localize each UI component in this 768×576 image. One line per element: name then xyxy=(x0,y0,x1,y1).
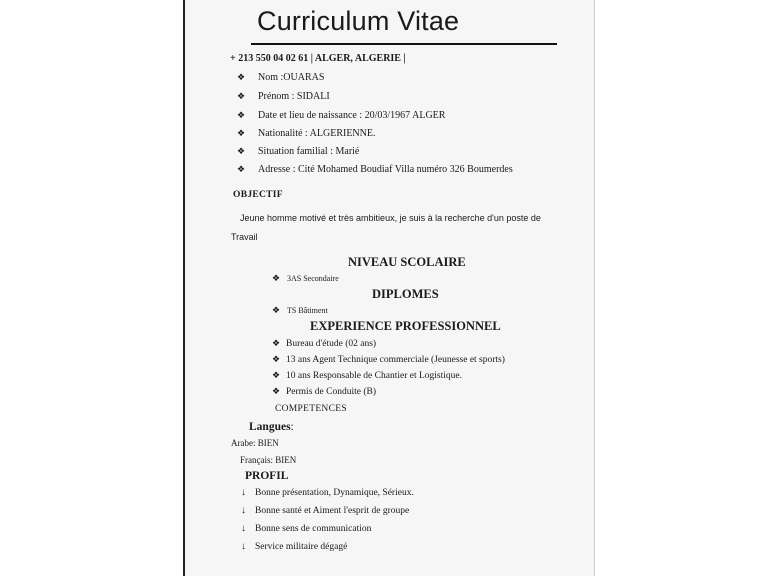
personal-item-address: ❖ Adresse : Cité Mohamed Boudiaf Villa numéro 326 Boumerdes xyxy=(237,164,513,175)
diamond-bullet-icon: ❖ xyxy=(237,72,246,82)
personal-item-nationality: ❖ Nationalité : ALGERIENNE. xyxy=(237,128,376,139)
profil-item: ↓ Bonne santé et Aiment l'esprit de groupe xyxy=(241,505,410,516)
profil-item: ↓ Service militaire dégagé xyxy=(241,541,348,552)
title-underline xyxy=(251,43,557,45)
profil-item: ↓ Bonne présentation, Dynamique, Sérieux. xyxy=(241,487,414,498)
experience-item: ❖ 10 ans Responsable de Chantier et Logistique. xyxy=(272,370,462,381)
diamond-bullet-icon: ❖ xyxy=(272,305,281,315)
niveau-item: ❖ 3AS Secondaire xyxy=(272,273,339,283)
contact-line: + 213 550 04 02 61 | ALGER, ALGERIE | xyxy=(230,53,406,64)
langues-label: Langues: xyxy=(249,421,294,433)
diamond-bullet-icon: ❖ xyxy=(272,354,281,364)
diamond-bullet-icon: ❖ xyxy=(237,146,246,156)
experience-heading: EXPERIENCE PROFESSIONNEL xyxy=(310,319,501,333)
profil-heading: PROFIL xyxy=(245,470,289,482)
arrow-down-bullet-icon: ↓ xyxy=(241,541,246,552)
profil-item: ↓ Bonne sens de communication xyxy=(241,523,372,534)
langue-arabe: Arabe: BIEN xyxy=(231,438,279,448)
personal-item-name: ❖ Nom :OUARAS xyxy=(237,72,325,83)
diplomes-item: ❖ TS Bâtiment xyxy=(272,305,328,315)
competences-heading: COMPETENCES xyxy=(275,404,347,414)
diamond-bullet-icon: ❖ xyxy=(237,110,246,120)
cv-page xyxy=(183,0,595,576)
personal-item-family: ❖ Situation familial : Marié xyxy=(237,146,360,157)
diamond-bullet-icon: ❖ xyxy=(237,164,246,174)
experience-item: ❖ 13 ans Agent Technique commerciale (Jeunesse et sports) xyxy=(272,354,505,365)
page-title: Curriculum Vitae xyxy=(257,6,460,36)
objectif-text-line1: Jeune homme motivé et très ambitieux, je suis à la recherche d'un poste de xyxy=(240,213,541,223)
diamond-bullet-icon: ❖ xyxy=(272,386,281,396)
niveau-heading: NIVEAU SCOLAIRE xyxy=(348,255,466,269)
diamond-bullet-icon: ❖ xyxy=(272,338,281,348)
experience-item: ❖ Permis de Conduite (B) xyxy=(272,386,376,397)
arrow-down-bullet-icon: ↓ xyxy=(241,505,246,516)
experience-item: ❖ Bureau d'étude (02 ans) xyxy=(272,338,377,349)
personal-item-birth: ❖ Date et lieu de naissance : 20/03/1967 ALGER xyxy=(237,110,446,121)
objectif-heading: OBJECTIF xyxy=(233,190,283,200)
diamond-bullet-icon: ❖ xyxy=(237,91,246,101)
diplomes-heading: DIPLOMES xyxy=(372,287,439,301)
arrow-down-bullet-icon: ↓ xyxy=(241,487,246,498)
diamond-bullet-icon: ❖ xyxy=(272,273,281,283)
langue-francais: Français: BIEN xyxy=(240,455,297,465)
diamond-bullet-icon: ❖ xyxy=(272,370,281,380)
objectif-text-line2: Travail xyxy=(231,232,258,242)
personal-item-firstname: ❖ Prénom : SIDALI xyxy=(237,91,330,102)
diamond-bullet-icon: ❖ xyxy=(237,128,246,138)
arrow-down-bullet-icon: ↓ xyxy=(241,523,246,534)
